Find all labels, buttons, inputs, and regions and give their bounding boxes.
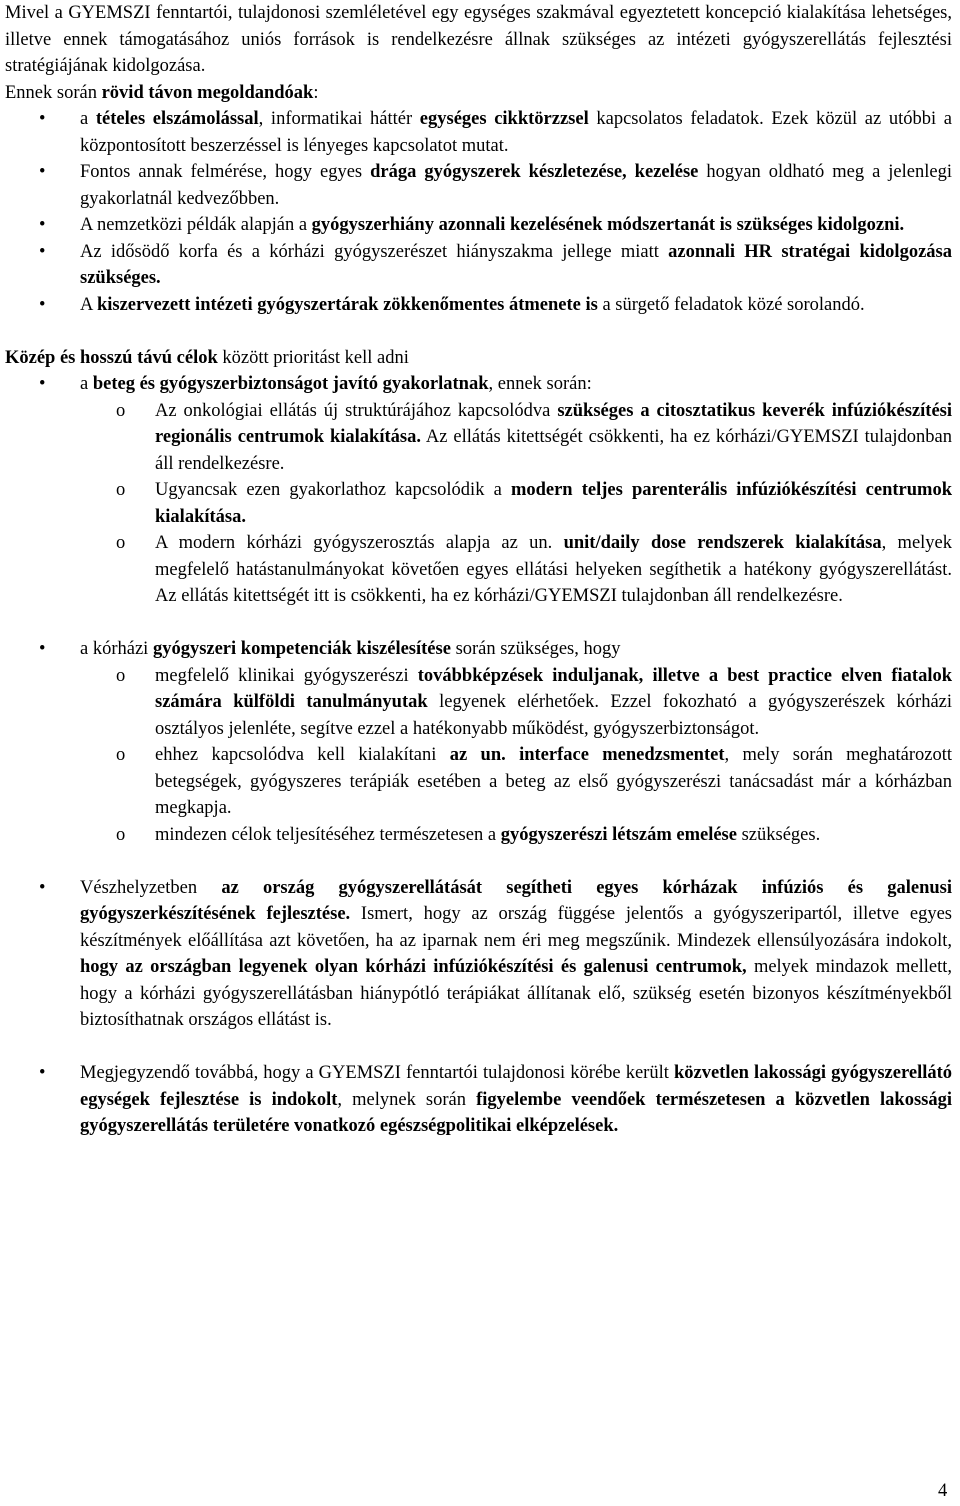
text-run: mindezen célok teljesítéséhez természetesen a [155, 824, 501, 845]
text-run: Az onkológiai ellátás új struktúrájához kapcsolódva [155, 400, 558, 421]
text-run: , ennek során: [488, 374, 592, 394]
text-run: a [80, 374, 93, 394]
text-run: Ugyancsak ezen gyakorlathoz kapcsolódik a [155, 480, 511, 500]
text-run: a [80, 109, 96, 129]
bullet-text [80, 109, 952, 156]
text-run: Ennek során [5, 82, 102, 103]
bullet-text [80, 162, 952, 209]
bold-text-run: hogy az országban legyenek olyan kórházi infúziókészítési és galenusi centrumok, [80, 957, 747, 977]
bold-text-run: drága gyógyszerek készletezése, kezelése [370, 162, 699, 182]
text-run: legyenek elérhetőek. Ezzel fokozható a gyógyszerészek kórházi osztályos jelenléte, segítve ezzel a hatékonyabb működést, gyógyszerbiztonságot. [155, 692, 953, 739]
bold-text-run: azonnali HR stratégai kidolgozása szükséges. [80, 241, 952, 288]
sub-bullet-item [5, 742, 952, 822]
text-run: ehhez kapcsolódva kell kialakítani [155, 745, 450, 765]
text-run: A nemzetközi példák alapján a [80, 215, 312, 235]
bullet-symbol: • [39, 374, 46, 394]
sub-bullet-symbol: o [116, 665, 126, 686]
text-run: Megjegyzendő továbbá, hogy a GYEMSZI fenntartói tulajdonosi körébe került [80, 1063, 674, 1083]
text-run: Ismert, hogy az ország függése jelentős a gyógyszeripartól, illetve egyes készítmények előállítása azt követően, ha az iparnak nem éri meg megszűnik. Mindezek ellensúlyozására indokolt, [80, 904, 952, 951]
text-run: , melyek megfelelő hatástanulmányokat követően egyes ellátási helyeken segíthetik a hatékony gyógyszerellátást. Az ellátás kitettségét itt is csökkenti, ha ez kórházi/GYEMSZI tulajdonban áll rendelkezésre. [155, 533, 953, 606]
sub-bullet-item [5, 822, 952, 849]
text-run: Mivel a GYEMSZI fenntartói, tulajdonosi szemléletével egy egységes szakmával egyeztetett koncepció kialakítása lehetséges, illetve ennek támogatásához uniós források is rendelkezésre állnak szükséges az intézeti gyógyszerellátás fejlesztési stratégiájának kidolgozása. [5, 3, 952, 76]
text-run: Fontos annak felmérése, hogy egyes [80, 162, 371, 182]
bold-text-run: egységes cikktörzzsel [419, 109, 589, 129]
text-run: A modern kórházi gyógyszerosztás alapja az un. [155, 533, 564, 553]
bold-text-run: unit/daily dose rendszerek kialakítása [563, 533, 882, 553]
text-run: során szükséges, hogy [450, 639, 621, 659]
bullet-text [80, 639, 621, 659]
text-run: kapcsolatos feladatok. Ezek közül az utóbbi a központosított beszerzéssel is lényeges kapcsolatot mutat. [80, 109, 952, 156]
short-term-lead [5, 80, 952, 107]
sub-bullet-text [155, 825, 820, 845]
sub-bullet-item [5, 477, 952, 530]
bold-text-run: Közép és hosszú távú célok [5, 347, 218, 368]
bold-text-run: továbbképzések induljanak, illetve a best practice elven fiatalok számára külföldi tanulmányutak [155, 665, 952, 712]
bold-text-run: gyógyszeri kompetenciák kiszélesítése [152, 639, 451, 659]
text-run: melyek mindazok mellett, hogy a kórházi gyógyszerellátásban hiánypótló terápiákat állítanak elő, szükség esetén bizonyos készítményekből biztosíthatnak országos ellátást is. [80, 957, 952, 1030]
text-run: hogyan oldható meg a jelenlegi gyakorlatnál kedvezőbben. [80, 162, 952, 209]
bold-text-run: közvetlen lakossági gyógyszerellátó egységek fejlesztése is indokolt [80, 1063, 953, 1110]
document-body [5, 0, 952, 1140]
bullet-text [80, 215, 904, 235]
text-run: Vészhelyzetben [80, 877, 222, 898]
bullet-text [80, 242, 952, 289]
text-run: Az ellátás kitettségét csökkenti, ha ez kórházi/GYEMSZI tulajdonban áll rendelkezésre. [155, 427, 952, 474]
sub-bullet-symbol: o [116, 400, 126, 421]
text-run: , informatikai háttér [258, 109, 420, 129]
sub-bullet-item [5, 398, 952, 478]
bullet-symbol: • [39, 109, 46, 129]
spacer [5, 1034, 952, 1061]
bold-text-run: rövid távon megoldandóak [101, 82, 314, 103]
sub-bullet-symbol: o [116, 824, 126, 845]
bullet-text [80, 374, 592, 394]
bullet-text [80, 1063, 952, 1136]
sub-bullet-text [155, 401, 952, 474]
sub-bullet-text [155, 480, 952, 527]
bullet-item [5, 636, 952, 663]
bold-text-run: gyógyszerhiány azonnali kezelésének módszertanát is szükséges kidolgozni. [311, 215, 905, 235]
bold-text-run: kiszervezett intézeti gyógyszertárak zökkenőmentes átmenete is [96, 294, 598, 315]
bullet-text [80, 295, 865, 315]
sub-bullet-symbol: o [116, 480, 126, 500]
text-run: a sürgető feladatok közé sorolandó. [597, 294, 865, 315]
bold-text-run: figyelembe veendőek természetesen a közvetlen lakossági gyógyszerellátás területére vonatkozó egészségpolitikai elképzelések. [80, 1089, 952, 1136]
bullet-symbol: • [39, 639, 46, 659]
sub-bullet-item [5, 663, 952, 743]
bullet-item [5, 292, 952, 319]
bullet-symbol: • [39, 294, 46, 315]
bullet-item [5, 1060, 952, 1140]
sub-bullet-symbol: o [116, 533, 126, 553]
bullet-item [5, 239, 952, 292]
long-term-lead [5, 345, 952, 372]
bold-text-run: az un. interface menedzsmentet [449, 745, 725, 765]
text-run: : [313, 82, 319, 103]
text-run: megfelelő klinikai gyógyszerészi [155, 665, 418, 686]
bullet-item [5, 159, 952, 212]
text-run: , melynek során [337, 1089, 477, 1110]
text-run: között prioritást kell adni [217, 347, 409, 368]
bullet-text [80, 878, 952, 1031]
bold-text-run: tételes elszámolással [95, 109, 259, 129]
sub-bullet-text [155, 745, 952, 818]
bullet-symbol: • [39, 241, 46, 262]
bullet-symbol: • [39, 215, 46, 235]
bold-text-run: az ország gyógyszerellátását segítheti egyes kórházak infúziós és galenusi gyógyszerkészítésének fejlesztése. [80, 877, 953, 924]
sub-bullet-item [5, 530, 952, 610]
bold-text-run: szükséges a citosztatikus keverék infúziókészítési regionális centrumok kialakítása. [155, 400, 952, 447]
spacer [5, 610, 952, 637]
bullet-item [5, 875, 952, 1034]
bullet-item [5, 371, 952, 398]
bold-text-run: modern teljes parenterális infúziókészítési centrumok kialakítása. [155, 480, 952, 527]
bullet-symbol: • [39, 162, 46, 182]
sub-bullet-text [155, 666, 952, 739]
sub-bullet-text [155, 533, 952, 606]
bullet-symbol: • [39, 1063, 46, 1083]
bold-text-run: beteg és gyógyszerbiztonságot javító gyakorlatnak [92, 374, 489, 394]
intro-paragraph [5, 0, 952, 80]
text-run: Az idősödő korfa és a kórházi gyógyszerészet hiányszakma jellege miatt [80, 241, 669, 262]
text-run: , mely során meghatározott betegségek, gyógyszeres terápiák esetében a beteg az első gyógyszerészi tanácsadást már a kórházban megkapja. [155, 745, 952, 818]
spacer [5, 848, 952, 875]
text-run: szükséges. [736, 824, 821, 845]
page-number: 4 [938, 1481, 948, 1501]
bullet-item [5, 106, 952, 159]
bullet-item [5, 212, 952, 239]
bullet-symbol: • [39, 877, 46, 898]
sub-bullet-symbol: o [116, 745, 126, 765]
text-run: A [80, 294, 97, 315]
text-run: a kórházi [80, 639, 153, 659]
spacer [5, 318, 952, 345]
bold-text-run: gyógyszerészi létszám emelése [500, 824, 737, 845]
